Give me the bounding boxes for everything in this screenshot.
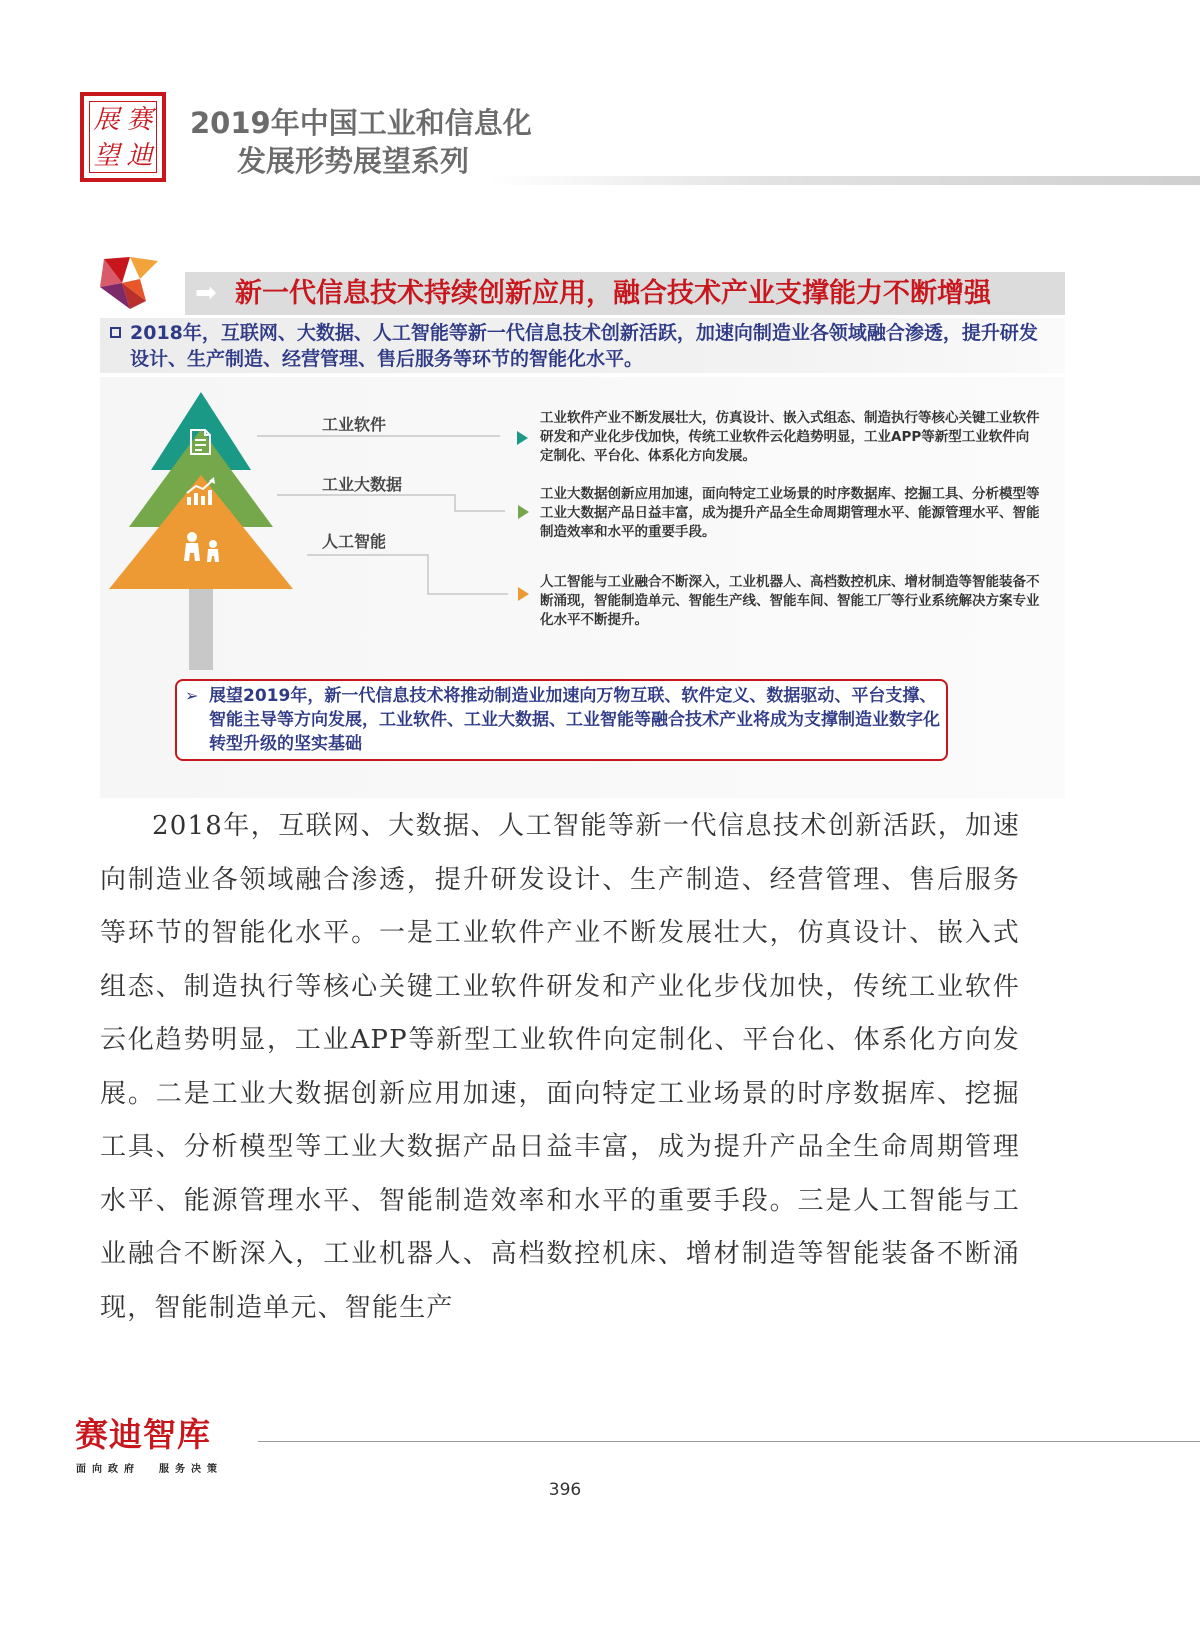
- square-bullet-icon: [110, 327, 121, 338]
- figure-body: [100, 377, 1065, 798]
- page-number: 396: [548, 1480, 582, 1500]
- series-title-line1: 2019年中国工业和信息化: [190, 106, 532, 140]
- triangle-pointer-ai: [518, 587, 529, 601]
- connector-line-ai: [307, 555, 508, 594]
- arrow-right-icon: ➡: [195, 278, 217, 308]
- tier-description-bigdata: 工业大数据创新应用加速，面向特定工业场景的时序数据库、挖掘工具、分析模型等工业大数据产品日益丰富，成为提升产品全生命周期管理水平、能源管理水平、智能制造效率和水平的重要手段。: [540, 486, 1040, 540]
- seal-char: 展: [93, 105, 120, 135]
- seal-logo: [80, 92, 166, 182]
- figure-summary: [100, 318, 1065, 373]
- connector-line-bigdata: [277, 495, 505, 511]
- infographic-figure: [100, 255, 1065, 798]
- series-title-line2: 发展形势展望系列: [237, 144, 470, 178]
- footer-divider: [258, 1441, 1200, 1442]
- figure-title: 新一代信息技术持续创新应用，融合技术产业支撑能力不断增强: [235, 278, 991, 309]
- seal-char: 望: [93, 141, 120, 171]
- brand-slogan: 面向政府 服务决策: [76, 1464, 223, 1475]
- tier-label-software: 工业软件: [322, 415, 387, 434]
- outlook-text: 展望2019年，新一代信息技术将推动制造业加速向万物互联、软件定义、数据驱动、平台支撑、智能主导等方向发展，工业软件、工业大数据、工业智能等融合技术产业将成为支撑制造业数字化转型升级的坚实基础: [209, 686, 940, 754]
- series-title: [190, 104, 532, 180]
- triangle-pointer-software: [517, 431, 528, 445]
- figure-title-bar: [185, 272, 1065, 315]
- tier-label-bigdata: 工业大数据: [322, 475, 403, 494]
- tree-trunk: [189, 577, 213, 670]
- ccid-logo-icon: [100, 257, 158, 309]
- figure-summary-text: 2018年，互联网、大数据、人工智能等新一代信息技术创新活跃，加速向制造业各领域融合渗透，提升研发设计、生产制造、经营管理、售后服务等环节的智能化水平。: [130, 322, 1038, 370]
- tier-triangle-ai: [109, 475, 293, 589]
- tier-description-ai: 人工智能与工业融合不断深入，工业机器人、高档数控机床、增材制造等智能装备不断涌现，智能制造单元、智能生产线、智能车间、智能工厂等行业系统解决方案专业化水平不断提升。: [540, 574, 1040, 628]
- tier-label-ai: 人工智能: [322, 532, 387, 551]
- tier-description-software: 工业软件产业不断发展壮大，仿真设计、嵌入式组态、制造执行等核心关键工业软件研发和产业化步伐加快，传统工业软件云化趋势明显，工业APP等新型工业软件向定制化、平台化、体系化方向发展。: [540, 410, 1040, 464]
- outlook-callout: [175, 679, 948, 761]
- seal-char: 赛: [126, 105, 153, 135]
- chevron-right-icon: ➢: [185, 686, 199, 705]
- brand-name: 赛迪智库: [75, 1415, 211, 1454]
- seal-char: 迪: [126, 141, 153, 171]
- body-paragraph: 2018年，互联网、大数据、人工智能等新一代信息技术创新活跃，加速向制造业各领域融合渗透，提升研发设计、生产制造、经营管理、售后服务等环节的智能化水平。一是工业软件产业不断发展壮大，仿真设计、嵌入式组态、制造执行等核心关键工业软件研发和产业化步伐加快，传统工业软件云化趋势明显，工业APP等新型工业软件向定制化、平台化、体系化方向发展。二是工业大数据创新应用加速，面向特定工业场景的时序数据库、挖掘工具、分析模型等工业大数据产品日益丰富，成为提升产品全生命周期管理水平、能源管理水平、智能制造效率和水平的重要手段。三是人工智能与工业融合不断深入，工业机器人、高档数控机床、增材制造等智能装备不断涌现，智能制造单元、智能生产: [100, 811, 1020, 1323]
- header-divider: [490, 176, 1200, 185]
- triangle-pointer-bigdata: [518, 505, 529, 519]
